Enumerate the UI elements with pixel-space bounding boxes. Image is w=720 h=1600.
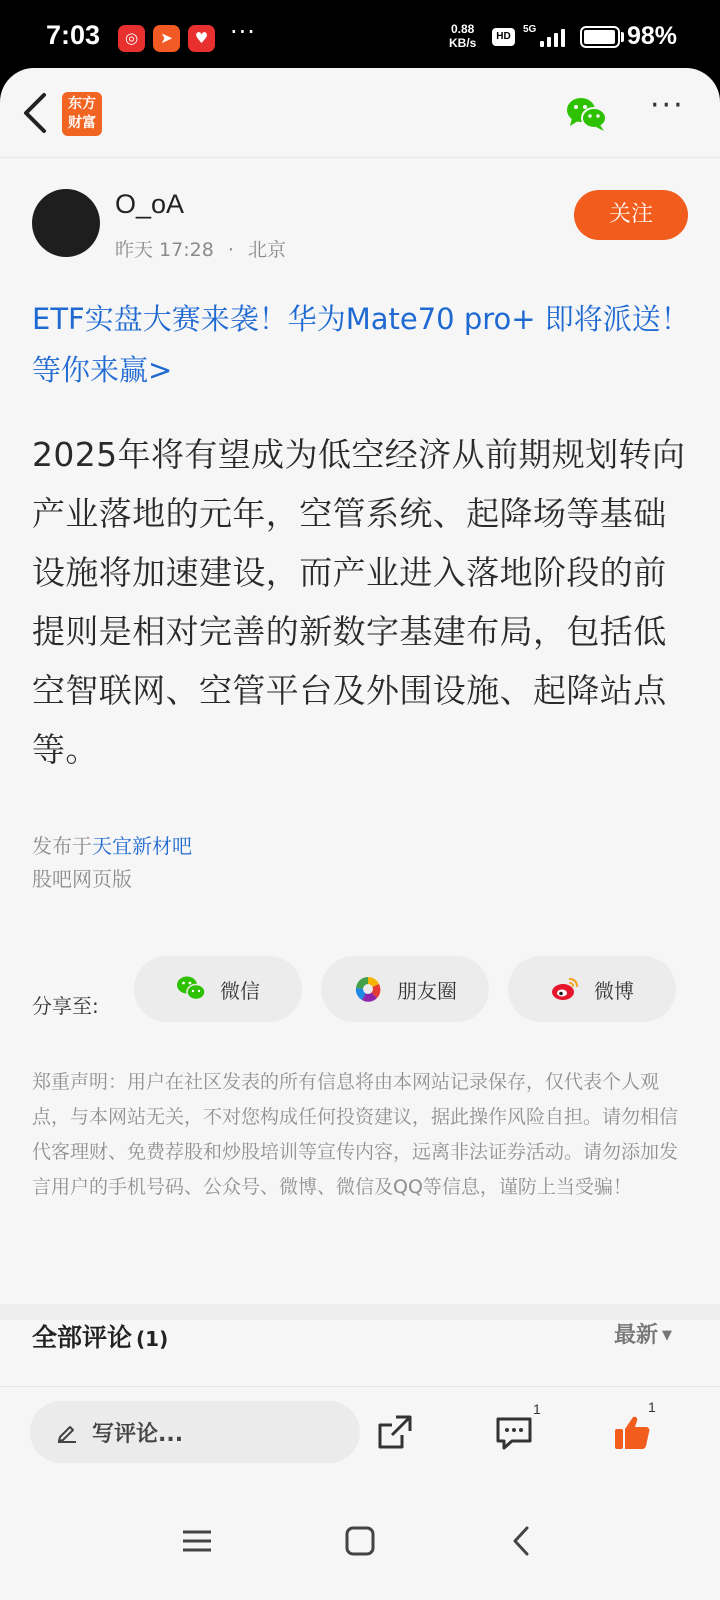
battery-tip (621, 32, 624, 42)
disclaimer-text: 郑重声明：用户在社区发表的所有信息将由本网站记录保存，仅代表个人观点，与本网站无关，不对您构成任何投资建议，据此操作风险自担。请勿相信代客理财、免费荐股和炒股培训等宣传内容，远离非法证券活动。请勿添加发言用户的手机号码、公众号、微博、微信及QQ等信息，谨防上当受骗！ (32, 1071, 679, 1198)
system-back-icon[interactable] (505, 1524, 539, 1558)
battery-percent: 98% (627, 22, 678, 50)
status-more-icon: ··· (230, 18, 256, 46)
post-page (0, 68, 720, 1600)
moments-icon (353, 974, 383, 1004)
comments-count: (1) (136, 1327, 169, 1351)
more-options-icon[interactable]: ··· (650, 88, 685, 123)
post-content: 2025年将有望成为低空经济从前期规划转向产业落地的元年，空管系统、起降场等基础设施将加速建设，而产业进入落地阶段的前提则是相对完善的新数字基建布局，包括低空智联网、空管平台及外围设施、起降站点等。 (32, 435, 686, 769)
battery-icon (580, 26, 620, 48)
share-moments-label: 朋友圈 (397, 978, 457, 1003)
network-speed (449, 22, 476, 50)
logo-text-line1: 东方 (68, 96, 96, 112)
meta-separator: · (227, 239, 234, 261)
notification-send-icon: ➤ (153, 25, 180, 52)
post-time: 昨天 17:28 (115, 239, 214, 261)
like-badge: 1 (648, 1399, 656, 1415)
top-nav-bar (0, 68, 720, 158)
back-icon[interactable] (18, 90, 54, 136)
pencil-icon (56, 1421, 78, 1443)
wechat-share-icon[interactable] (566, 96, 608, 132)
status-time: 7:03 (46, 20, 101, 50)
sort-label: 最新 (614, 1323, 659, 1348)
write-comment-input[interactable] (30, 1401, 360, 1463)
sort-dropdown[interactable] (614, 1318, 672, 1349)
network-speed-value: 0.88 (450, 22, 475, 36)
write-comment-placeholder: 写评论... (92, 1421, 184, 1447)
published-prefix: 发布于 (32, 834, 92, 858)
post-location: 北京 (247, 239, 286, 261)
notification-heart-icon: ♥ (188, 25, 215, 52)
stock-bar-link[interactable]: 天宜新材吧 (92, 834, 192, 858)
bottom-action-bar (0, 1386, 720, 1482)
hd-icon: HD (492, 28, 515, 46)
comment-badge: 1 (533, 1401, 541, 1417)
comments-title: 全部评论 (32, 1323, 133, 1352)
author-name[interactable]: O_oA (115, 189, 185, 219)
post-source: 股吧网页版 (32, 867, 132, 891)
post-meta (115, 235, 286, 262)
logo-text-line2: 财富 (68, 115, 96, 131)
eastmoney-logo (62, 92, 102, 136)
like-thumbs-up-icon[interactable] (612, 1413, 652, 1453)
share-external-icon[interactable] (374, 1413, 414, 1453)
share-weibo-label: 微博 (594, 978, 634, 1003)
notification-app-icon: ◎ (118, 25, 145, 52)
signal-icon (540, 27, 565, 47)
system-navigation-bar (0, 1482, 720, 1600)
promo-link[interactable]: ETF实盘大赛来袭！华为Mate70 pro+ 即将派送！等你来赢> (32, 302, 690, 387)
network-type: 5G (523, 24, 537, 35)
status-bar (0, 0, 720, 74)
caret-down-icon: ▼ (662, 1328, 673, 1343)
author-avatar[interactable] (32, 189, 100, 257)
weibo-icon (550, 974, 580, 1004)
share-wechat-label: 微信 (220, 978, 260, 1003)
recent-apps-icon[interactable] (180, 1524, 214, 1558)
share-moments-button[interactable] (321, 956, 489, 1022)
published-in (32, 830, 192, 859)
comment-icon[interactable] (494, 1413, 534, 1453)
comments-header (32, 1318, 168, 1354)
home-icon[interactable] (343, 1524, 377, 1558)
follow-button[interactable]: 关注 (574, 190, 688, 240)
share-label: 分享至: (32, 994, 99, 1018)
share-wechat-button[interactable] (134, 956, 302, 1022)
wechat-icon (176, 974, 206, 1004)
network-speed-unit: KB/s (449, 36, 477, 50)
share-weibo-button[interactable] (508, 956, 676, 1022)
